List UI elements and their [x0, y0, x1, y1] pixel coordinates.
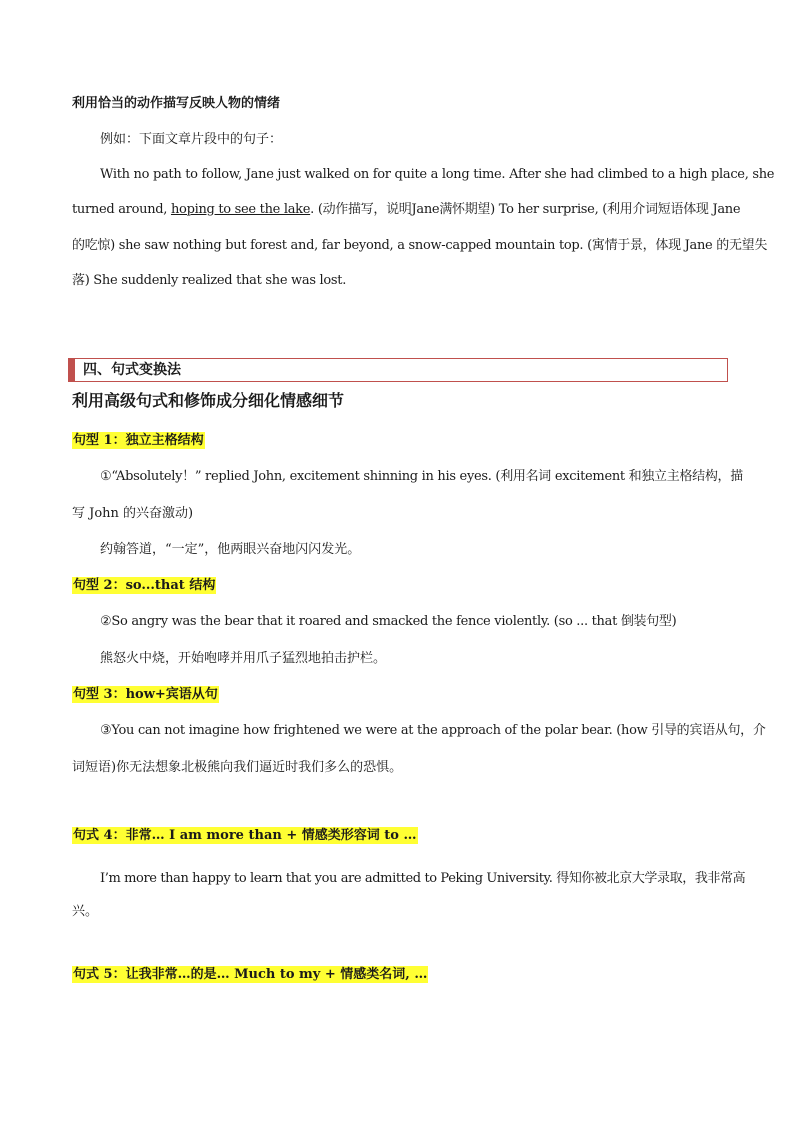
example-sentence: I’m more than happy to learn that you are admitted to Peking University. 得知你被北京大学录取，我非常高 [100, 871, 746, 886]
pattern-label-2 [72, 577, 216, 595]
highlight-label: 句型 3：how+宾语从句 [73, 687, 218, 702]
example-sentence: ①“Absolutely！” replied John, excitement shinning in his eyes. (利用名词 excitement 和独立主格结构，描 [100, 469, 743, 484]
paragraph-text: . (动作描写，说明Jane满怀期望) To her surprise, (利用介词短语体现 Jane [310, 202, 741, 217]
example-sentence: 词短语)你无法想象北极熊向我们逼近时我们多么的恐惧。 [72, 760, 403, 775]
paragraph-line [72, 201, 740, 219]
example-sentence: 写 John 的兴奋激动) [72, 506, 194, 521]
highlight-label: 句型 2：so...that 结构 [73, 578, 216, 593]
paragraph-line: 的吃惊) she saw nothing but forest and, far beyond, a snow-capped mountain top. (寓情于景，体现 Jane 的无望失 [72, 238, 768, 253]
underlined-phrase: hoping to see the lake [170, 202, 311, 217]
pattern-label-4 [72, 827, 418, 845]
pattern-label-5 [72, 966, 428, 984]
translation: 熊怒火中烧，开始咆哮并用爪子猛烈地拍击护栏。 [100, 651, 387, 666]
section-accent-bar [69, 359, 75, 381]
pattern-label-3 [72, 686, 219, 704]
paragraph-text: turned around, [72, 202, 171, 217]
paragraph-line: With no path to follow, Jane just walked on for quite a long time. After she had climbed to a high place, she [100, 167, 775, 182]
section-subheading: 利用高级句式和修饰成分细化情感细节 [72, 391, 345, 410]
paragraph-line: 落) She suddenly realized that she was lost. [72, 273, 347, 288]
example-sentence: ③You can not imagine how frightened we were at the approach of the polar bear. (how 引导的宾语从句，介 [100, 723, 766, 738]
highlight-label: 句式 4：非常… I am more than + 情感类形容词 to … [73, 828, 417, 843]
translation: 约翰答道，“一定”，他两眼兴奋地闪闪发光。 [100, 542, 361, 557]
example-sentence: 兴。 [72, 904, 99, 919]
highlight-label: 句型 1：独立主格结构 [73, 433, 204, 448]
example-sentence: ②So angry was the bear that it roared and smacked the fence violently. (so ... that 倒装句型) [100, 614, 677, 629]
section-heading-action: 利用恰当的动作描写反映人物的情绪 [72, 96, 281, 111]
section-title: 四、句式变换法 [83, 362, 181, 378]
section-title-box [68, 358, 728, 382]
highlight-label: 句式 5：让我非常…的是… Much to my + 情感类名词, … [73, 967, 428, 982]
example-intro: 例如：下面文章片段中的句子： [100, 132, 283, 147]
pattern-label-1 [72, 432, 205, 450]
